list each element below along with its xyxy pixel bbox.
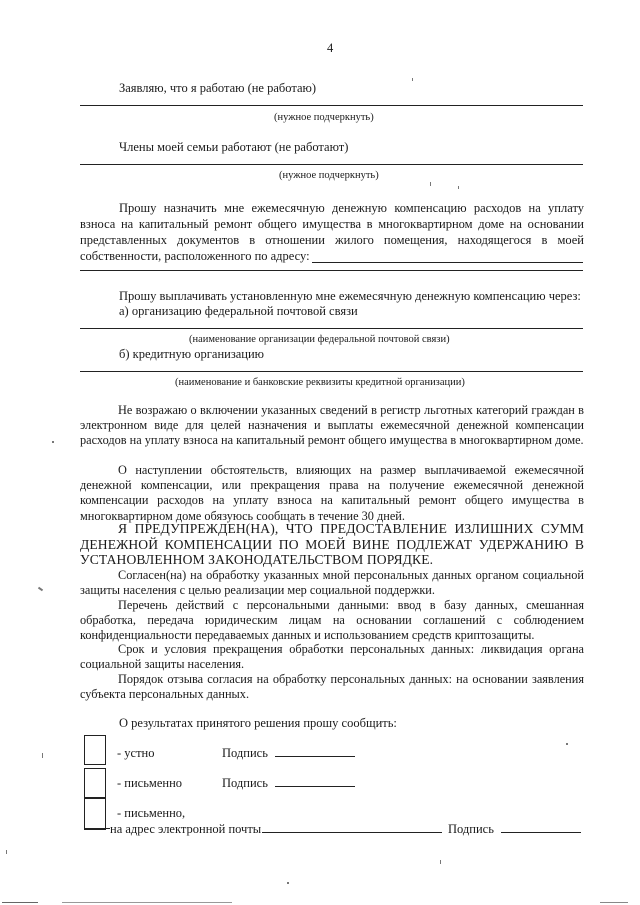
- family-hint: (нужное подчеркнуть): [279, 170, 379, 181]
- consent-processing-paragraph: Согласен(на) на обработку указанных мной персональных данных органом социальной защиты населения с целью реализации мер социальной поддержки.: [80, 568, 584, 598]
- written-email-checkbox[interactable]: [84, 798, 106, 830]
- payment-intro: Прошу выплачивать установленную мне ежемесячную денежную компенсацию через:: [119, 289, 581, 303]
- written-signature-label: Подпись: [222, 776, 268, 790]
- page-number: 4: [327, 41, 334, 55]
- written-email-label-line2: на адрес электронной почты: [110, 822, 262, 836]
- scan-speck: [42, 753, 43, 758]
- employment-underline-field[interactable]: [80, 105, 583, 106]
- payment-option-a: а) организацию федеральной почтовой связи: [119, 304, 358, 318]
- scan-speck: [430, 182, 431, 186]
- scan-speck: [412, 78, 413, 81]
- scan-speck: [52, 441, 54, 443]
- written-email-signature-field[interactable]: [501, 821, 581, 833]
- scan-speck: [566, 743, 568, 745]
- warning-paragraph: Я ПРЕДУПРЕЖДЕН(НА), ЧТО ПРЕДОСТАВЛЕНИЕ ИЗЛИШНИХ СУММ ДЕНЕЖНОЙ КОМПЕНСАЦИИ ПО МОЕЙ ВИНЕ ПОДЛЕЖАТ УДЕРЖАНИЮ В УСТАНОВЛЕННОМ ЗАКОНОДАТЕЛЬСТВОМ ПОРЯДКЕ.: [80, 521, 584, 568]
- written-email-signature-label: Подпись: [448, 822, 494, 836]
- oral-label: - устно: [117, 746, 155, 760]
- consent-register-paragraph: Не возражаю о включении указанных сведений в регистр льготных категорий граждан в электронном виде для целей назначения и выплаты ежемесячной денежной компенсации расходов на уплату взноса на капитальный ремонт общего имущества в многоквартирном доме.: [80, 403, 584, 448]
- payment-option-b-hint: (наименование и банковские реквизиты кредитной организации): [175, 377, 465, 388]
- request-line-4: собственности, расположенного по адресу:: [80, 249, 310, 263]
- oral-signature-row: [222, 745, 355, 761]
- actions-list-paragraph: Перечень действий с персональными данными: ввод в базу данных, смешанная обработка, передача юридическим лицам на основании соглашений с соблюдением конфиденциальности передаваемых данных и использованием средств криптозащиты.: [80, 598, 584, 643]
- request-line-1: Прошу назначить мне ежемесячную денежную компенсацию расходов на уплату: [119, 201, 584, 215]
- email-address-field[interactable]: [262, 832, 442, 833]
- scan-edge-line: [62, 902, 232, 903]
- checkbox-underline: [84, 828, 110, 829]
- address-field[interactable]: [312, 262, 583, 263]
- request-line-3: представленных документов в отношении жилого помещения, находящегося в моей: [80, 233, 584, 247]
- circumstances-paragraph: О наступлении обстоятельств, влияющих на размер выплачиваемой ежемесячной денежной компенсации, или прекращения права на получение ежемесячной денежной компенсации расходов на уплату взноса на капитальный ремонт общего имущества в многоквартирном доме обязуюсь сообщать в течение 30 дней.: [80, 463, 584, 523]
- employment-hint: (нужное подчеркнуть): [274, 112, 374, 123]
- payment-option-b: б) кредитную организацию: [119, 347, 265, 361]
- oral-checkbox[interactable]: [84, 735, 106, 765]
- scan-speck: [287, 882, 289, 884]
- scan-speck: [440, 860, 441, 864]
- scan-speck: [458, 186, 459, 189]
- family-underline-field[interactable]: [80, 164, 583, 165]
- credit-organization-field[interactable]: [80, 371, 583, 372]
- scan-edge-line: [2, 902, 38, 903]
- scan-edge-line: [600, 902, 628, 903]
- withdrawal-paragraph: Порядок отзыва согласия на обработку персональных данных: на основании заявления субъекта персональных данных.: [80, 672, 584, 702]
- employment-statement: Заявляю, что я работаю (не работаю): [119, 81, 317, 95]
- oral-signature-field[interactable]: [275, 745, 355, 757]
- written-checkbox[interactable]: [84, 768, 106, 798]
- oral-signature-label: Подпись: [222, 746, 268, 760]
- request-line-2: взноса на капитальный ремонт общего имущества в многоквартирном доме на основании: [80, 217, 584, 231]
- family-statement: Члены моей семьи работают (не работают): [119, 140, 349, 154]
- address-field-line-2[interactable]: [80, 270, 583, 271]
- results-intro: О результатах принятого решения прошу сообщить:: [119, 716, 397, 730]
- written-label: - письменно: [117, 776, 183, 790]
- written-signature-row: [222, 775, 355, 791]
- written-email-label-line1: - письменно,: [117, 806, 186, 820]
- written-email-signature-row: [448, 821, 581, 837]
- scan-speck: [38, 587, 43, 592]
- scan-speck: [6, 850, 7, 854]
- termination-paragraph: Срок и условия прекращения обработки персональных данных: ликвидация органа социальной защиты населения.: [80, 642, 584, 672]
- payment-option-a-hint: (наименование организации федеральной почтовой связи): [189, 334, 450, 345]
- written-signature-field[interactable]: [275, 775, 355, 787]
- postal-organization-field[interactable]: [80, 328, 583, 329]
